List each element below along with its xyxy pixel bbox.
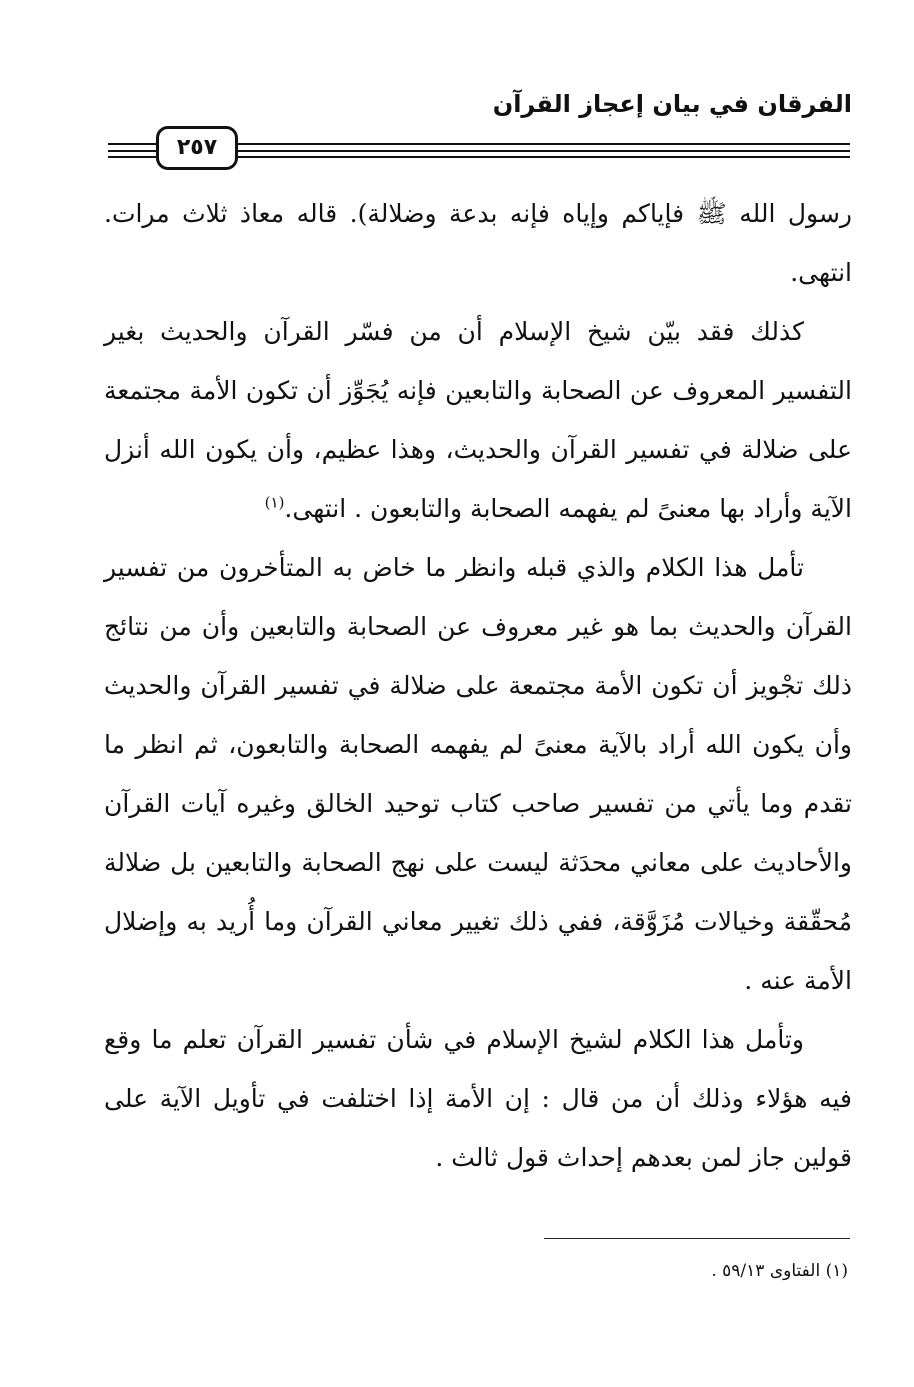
page-number: ٢٥٧ (156, 126, 238, 170)
footnote-separator (544, 1238, 850, 1239)
paragraph: تأمل هذا الكلام والذي قبله وانظر ما خاض به المتأخرون من تفسير القرآن والحديث بما هو غير معروف عن الصحابة والتابعين وأن من نتائج ذلك تجْويز أن تكون الأمة مجتمعة على ضلالة في تفسير القرآن والحديث وأن يكون الله أراد بالآية معنىً لم يفهمه الصحابة والتابعون، ثم انظر ما تقدم وما يأتي من تفسير صاحب كتاب توحيد الخالق وغيره آيات القرآن والأحاديث على معاني محدَثة ليست على نهج الصحابة والتابعين بل ضلالة مُحقّقة وخيالات مُزَوَّقة، ففي ذلك تغيير معاني القرآن وما أُريد به وإضلال الأمة عنه . (104, 553, 852, 995)
header-rule (108, 126, 850, 176)
paragraph: وتأمل هذا الكلام لشيخ الإسلام في شأن تفسير القرآن تعلم ما وقع فيه هؤلاء وذلك أن من قال : إن الأمة إذا اختلفت في تأويل الآية على قولين جاز لمن بعدهم إحداث قول ثالث . (104, 1025, 852, 1172)
main-text (104, 184, 852, 1187)
footnote-marker: (١) (264, 493, 285, 512)
paragraph: رسول الله ﷺ فإياكم وإياه فإنه بدعة وضلالة). قاله معاذ ثلاث مرات. انتهى. (104, 199, 852, 287)
paragraph (104, 302, 852, 538)
paragraph-text: كذلك فقد بيّن شيخ الإسلام أن من فسّر القرآن والحديث بغير التفسير المعروف عن الصحابة والتابعين فإنه يُجَوِّز أن تكون الأمة مجتمعة على ضلالة في تفسير القرآن والحديث، وهذا عظيم، وأن يكون الله أنزل الآية وأراد بها معنىً لم يفهمه الصحابة والتابعون . انتهى. (104, 317, 852, 523)
running-header-title: الفرقان في بيان إعجاز القرآن (492, 90, 852, 118)
footnote: (١) الفتاوى ٥٩/١٣ . (711, 1261, 848, 1281)
